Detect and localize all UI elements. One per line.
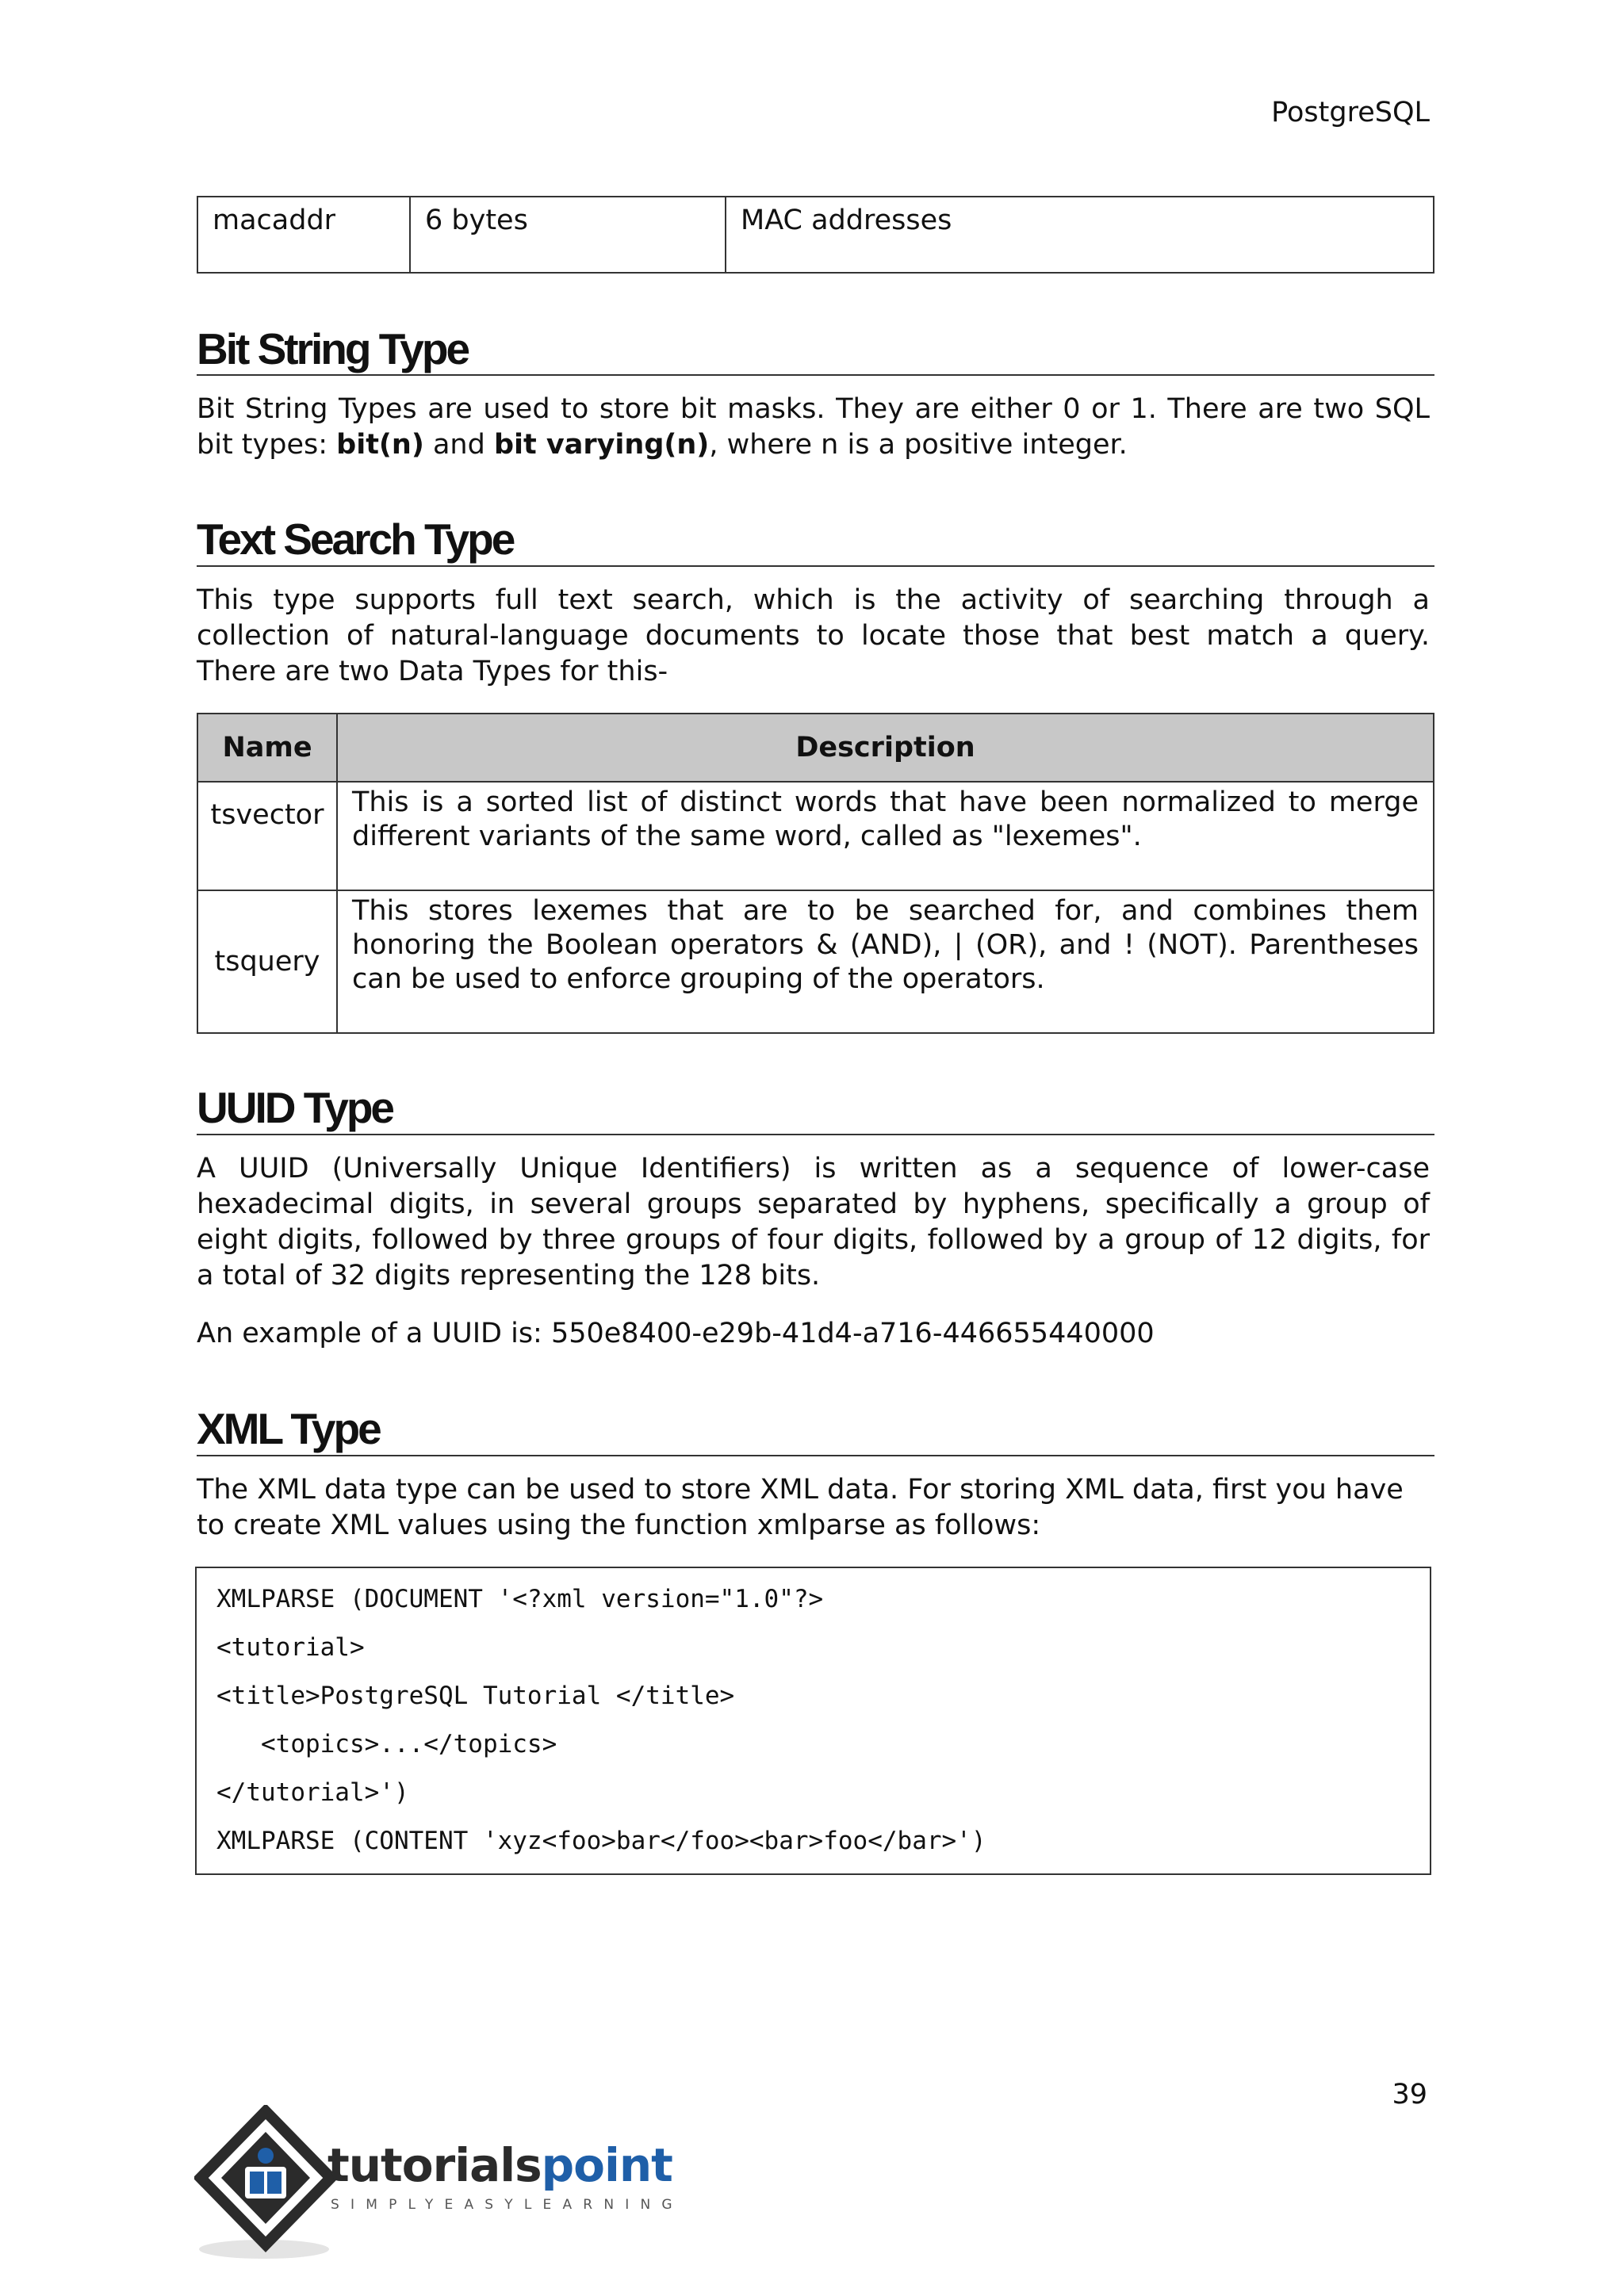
section-divider — [197, 565, 1434, 567]
text-search-heading: Text Search Type — [197, 515, 514, 564]
type-size-cell: 6 bytes — [410, 197, 726, 273]
type-name-cell: tsquery — [197, 890, 337, 1033]
section-divider — [197, 374, 1434, 376]
xml-code-block — [195, 1567, 1431, 1875]
bit-varying-term: bit varying(n) — [493, 429, 710, 461]
logo-text-point: point — [541, 2138, 672, 2192]
code-line: <topics>...</topics> — [216, 1730, 557, 1758]
name-column-header: Name — [197, 714, 337, 782]
code-line: </tutorial>') — [216, 1778, 409, 1807]
tutorialspoint-logo — [194, 2105, 686, 2263]
table-row — [197, 890, 1434, 1033]
code-line: <title>PostgreSQL Tutorial </title> — [216, 1682, 735, 1710]
code-line: XMLPARSE (DOCUMENT '<?xml version="1.0"?> — [216, 1585, 824, 1613]
text-search-paragraph: This type supports full text search, which is the activity of searching through a collection of natural-language documents to locate those that best match a query. There are two Data Types for this- — [197, 584, 1430, 687]
logo-tagline: SIMPLYEASYLEARNING — [331, 2197, 684, 2213]
running-header: PostgreSQL — [1271, 97, 1430, 128]
table-row — [197, 197, 1434, 273]
uuid-example: An example of a UUID is: 550e8400-e29b-41d4-a716-446655440000 — [197, 1318, 1155, 1349]
paragraph-text: , where n is a positive integer. — [709, 429, 1128, 461]
bit-string-paragraph — [197, 392, 1430, 463]
section-divider — [197, 1455, 1434, 1456]
type-description-cell: MAC addresses — [726, 197, 1434, 273]
table-header-row — [197, 714, 1434, 782]
logo-diamond-icon — [194, 2105, 337, 2263]
xml-heading: XML Type — [197, 1404, 380, 1453]
code-line: XMLPARSE (CONTENT 'xyz<foo>bar</foo><bar>foo</bar>') — [216, 1827, 986, 1855]
text-search-types-table — [197, 713, 1434, 1034]
type-description-cell: This stores lexemes that are to be searched for, and combines them honoring the Boolean operators & (AND), | (OR), and ! (NOT). Parentheses can be used to enforce grouping of the operators. — [337, 890, 1434, 1033]
bit-string-heading: Bit String Type — [197, 324, 469, 373]
bit-n-term: bit(n) — [336, 429, 424, 461]
uuid-heading: UUID Type — [197, 1083, 393, 1132]
uuid-paragraph: A UUID (Universally Unique Identifiers) is written as a sequence of lower-case hexadecimal digits, in several groups separated by hyphens, specifically a group of eight digits, followed by three groups of four digits, followed by a group of 12 digits, for a total of 32 digits representing the 128 bits. — [197, 1153, 1430, 1292]
table-row — [197, 782, 1434, 890]
description-column-header: Description — [337, 714, 1434, 782]
type-name-cell: macaddr — [197, 197, 410, 273]
code-line: <tutorial> — [216, 1633, 365, 1662]
xml-paragraph: The XML data type can be used to store XML data. For storing XML data, first you have to create XML values using the function xmlparse as follows: — [197, 1474, 1404, 1541]
type-name-cell: tsvector — [197, 782, 337, 890]
data-types-table-continued — [197, 196, 1434, 274]
page-number: 39 — [1392, 2079, 1427, 2110]
paragraph-text: Bit String Types are used to store bit masks. They are either 0 or 1. There are two SQL bit types: — [197, 393, 1430, 461]
type-description-cell: This is a sorted list of distinct words that have been normalized to merge different variants of the same word, called as "lexemes". — [337, 782, 1434, 890]
logo-text-tutorials: tutorials — [327, 2138, 542, 2192]
section-divider — [197, 1134, 1434, 1135]
paragraph-text: and — [423, 429, 494, 461]
